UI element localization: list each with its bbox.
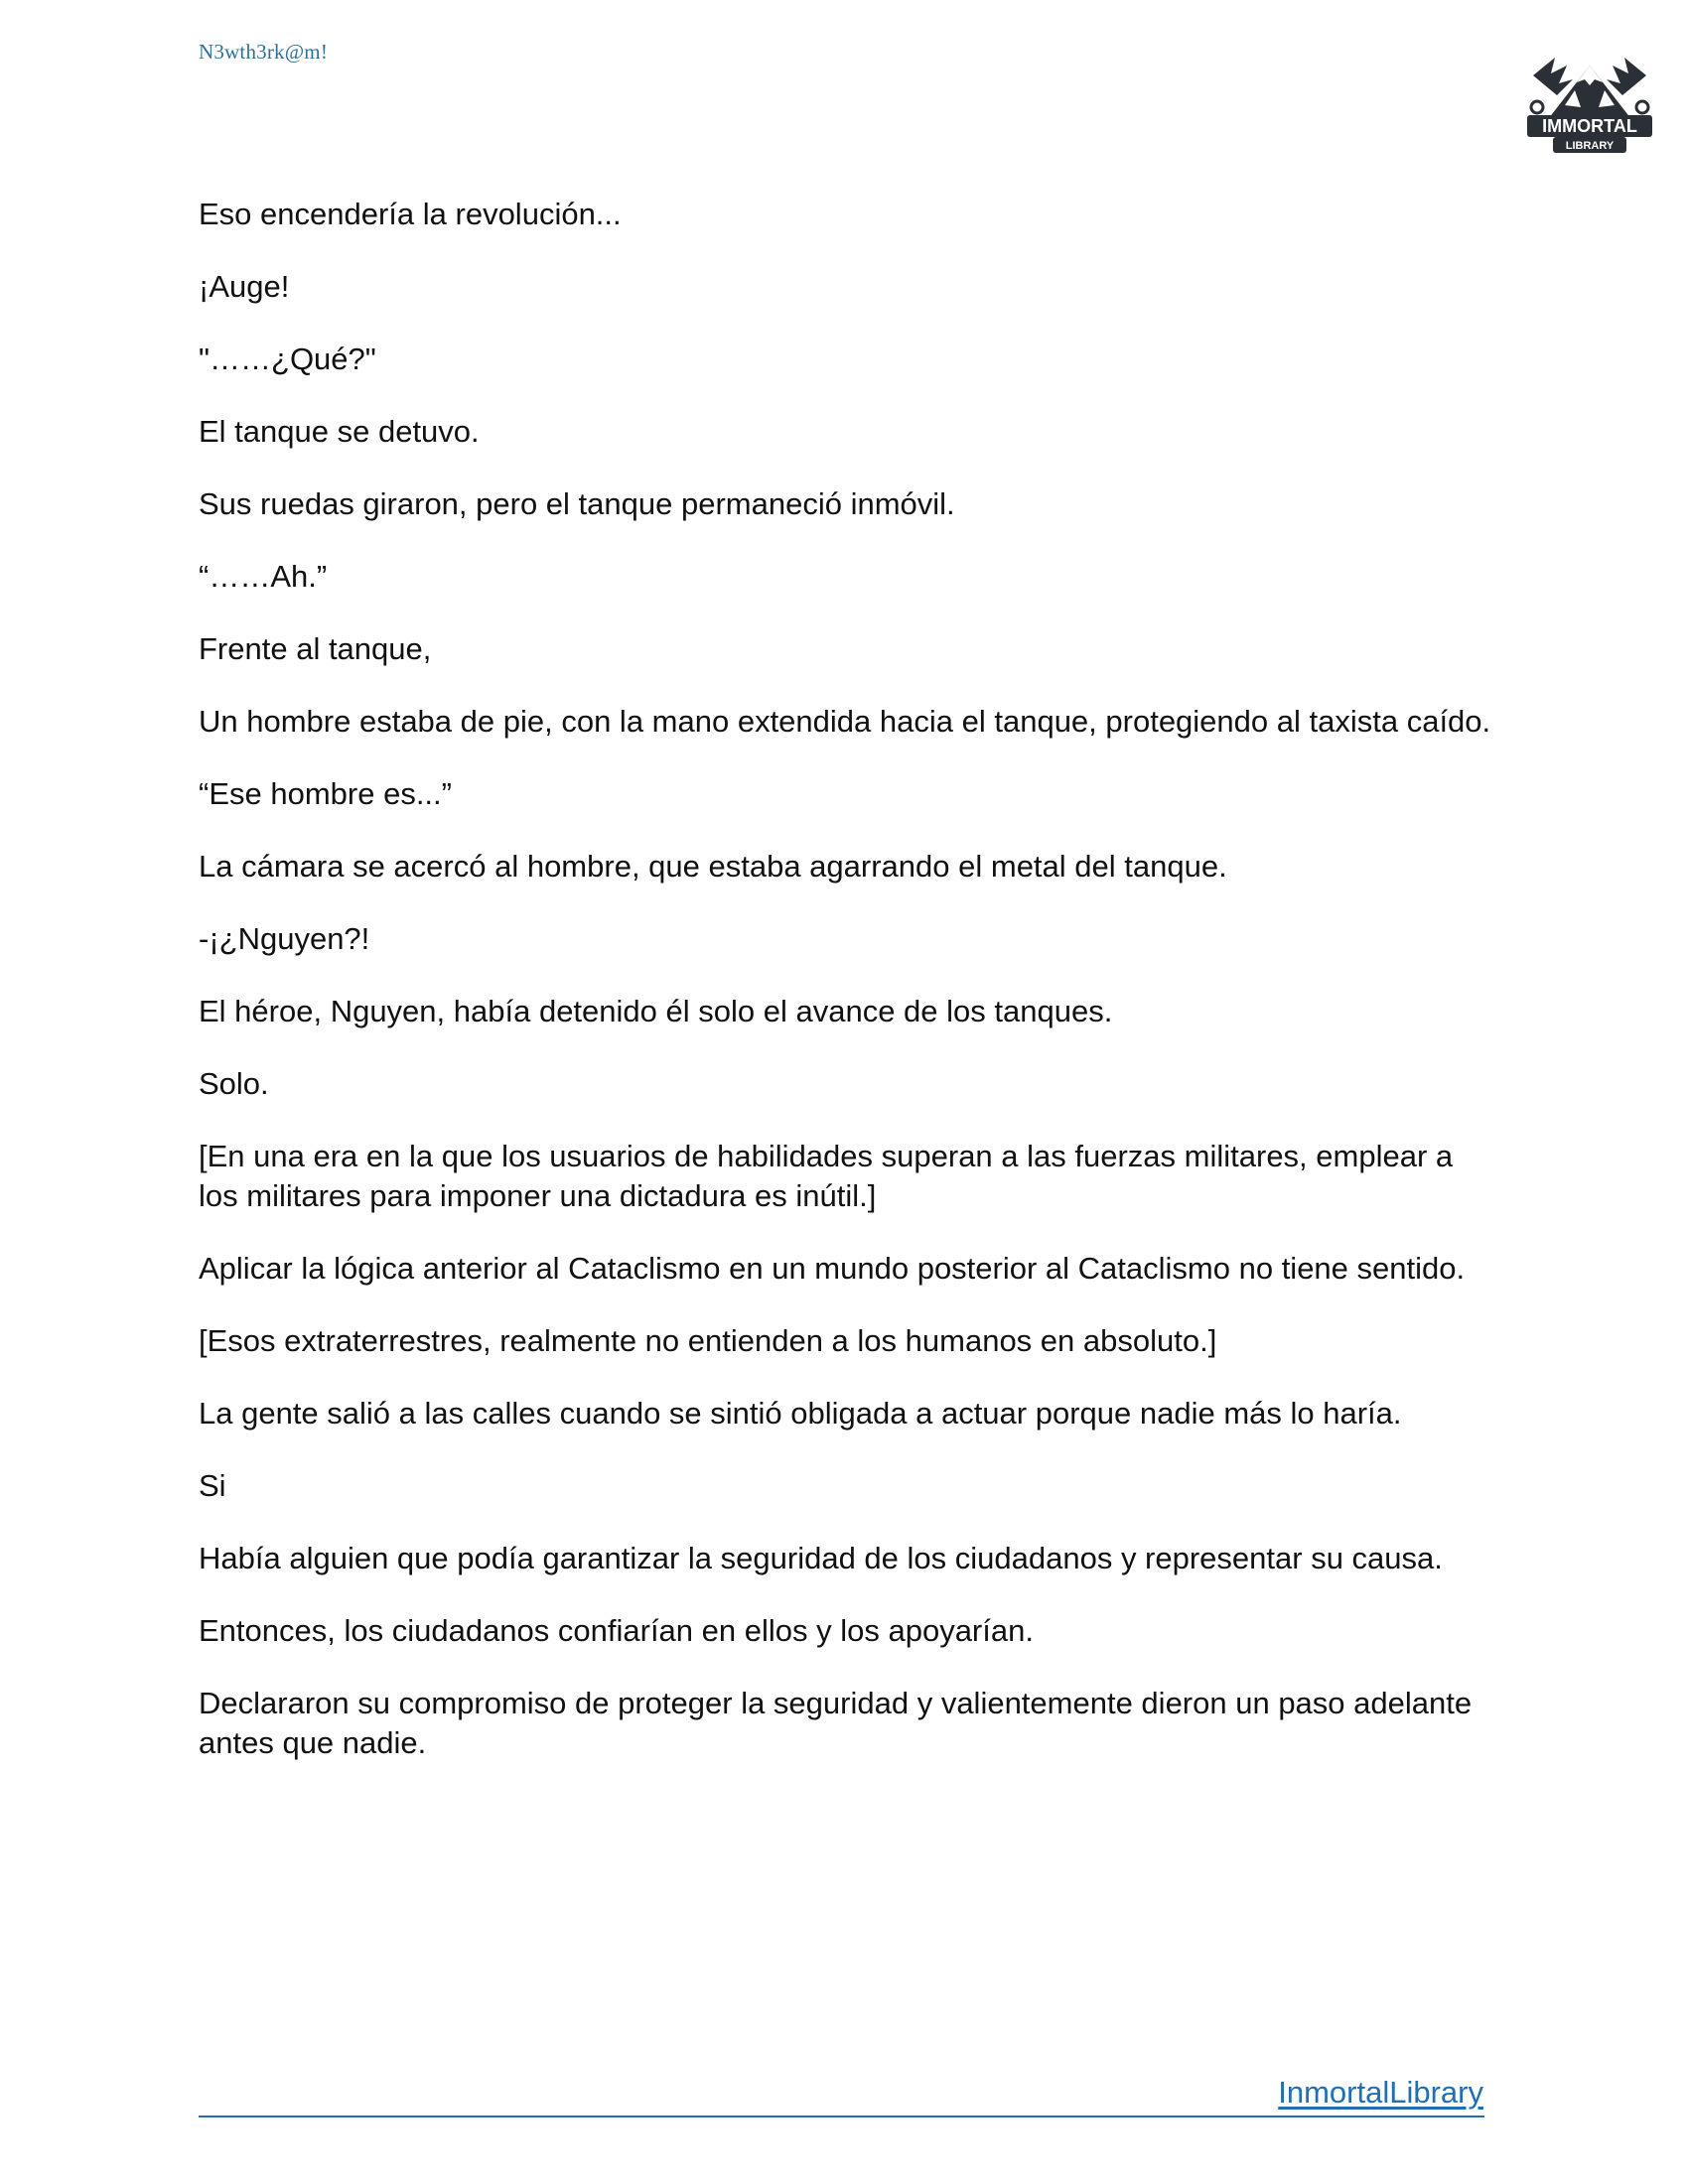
logo-text-top: IMMORTAL: [1542, 116, 1637, 136]
paragraph: Había alguien que podía garantizar la seguridad de los ciudadanos y representar su causa.: [199, 1541, 1443, 1575]
immortal-library-logo: [1515, 36, 1664, 165]
logo-icon: [1515, 36, 1664, 165]
header-tag: N3wth3rk@m!: [199, 40, 329, 64]
paragraph: Si: [199, 1468, 226, 1503]
paragraph: [Esos extraterrestres, realmente no entienden a los humanos en absoluto.]: [199, 1323, 1217, 1358]
paragraph: La gente salió a las calles cuando se sintió obligada a actuar porque nadie más lo haría.: [199, 1396, 1402, 1431]
paragraph: “Ese hombre es...”: [199, 776, 452, 811]
paragraph: La cámara se acercó al hombre, que estaba agarrando el metal del tanque.: [199, 849, 1227, 884]
paragraph: Entonces, los ciudadanos confiarían en ellos y los apoyarían.: [199, 1613, 1034, 1648]
paragraph: -¡¿Nguyen?!: [199, 921, 370, 956]
paragraph: Solo.: [199, 1066, 269, 1101]
paragraph: Eso encendería la revolución...: [199, 197, 622, 231]
paragraph: El héroe, Nguyen, había detenido él solo el avance de los tanques.: [199, 994, 1113, 1028]
footer-divider: [199, 2116, 1484, 2117]
paragraph: Un hombre estaba de pie, con la mano extendida hacia el tanque, protegiendo al taxista caído.: [199, 704, 1491, 739]
paragraph: ¡Auge!: [199, 269, 290, 304]
paragraph: “……Ah.”: [199, 559, 328, 594]
paragraph: Sus ruedas giraron, pero el tanque permaneció inmóvil.: [199, 486, 955, 521]
logo-text-bottom: LIBRARY: [1565, 140, 1615, 152]
paragraph: [En una era en la que los usuarios de habilidades superan a las fuerzas militares, emplear a los militares para imponer una dictadura es inútil.]: [199, 1139, 1454, 1213]
footer-link[interactable]: InmortalLibrary: [1278, 2075, 1483, 2110]
paragraph: Frente al tanque,: [199, 631, 432, 666]
paragraph: "……¿Qué?": [199, 341, 376, 376]
paragraph: Declararon su compromiso de proteger la seguridad y valientemente dieron un paso adelante antes que nadie.: [199, 1686, 1473, 1760]
paragraph: Aplicar la lógica anterior al Cataclismo en un mundo posterior al Cataclismo no tiene sentido.: [199, 1251, 1466, 1286]
paragraph: El tanque se detuvo.: [199, 414, 480, 449]
document-body: [199, 195, 1499, 1796]
